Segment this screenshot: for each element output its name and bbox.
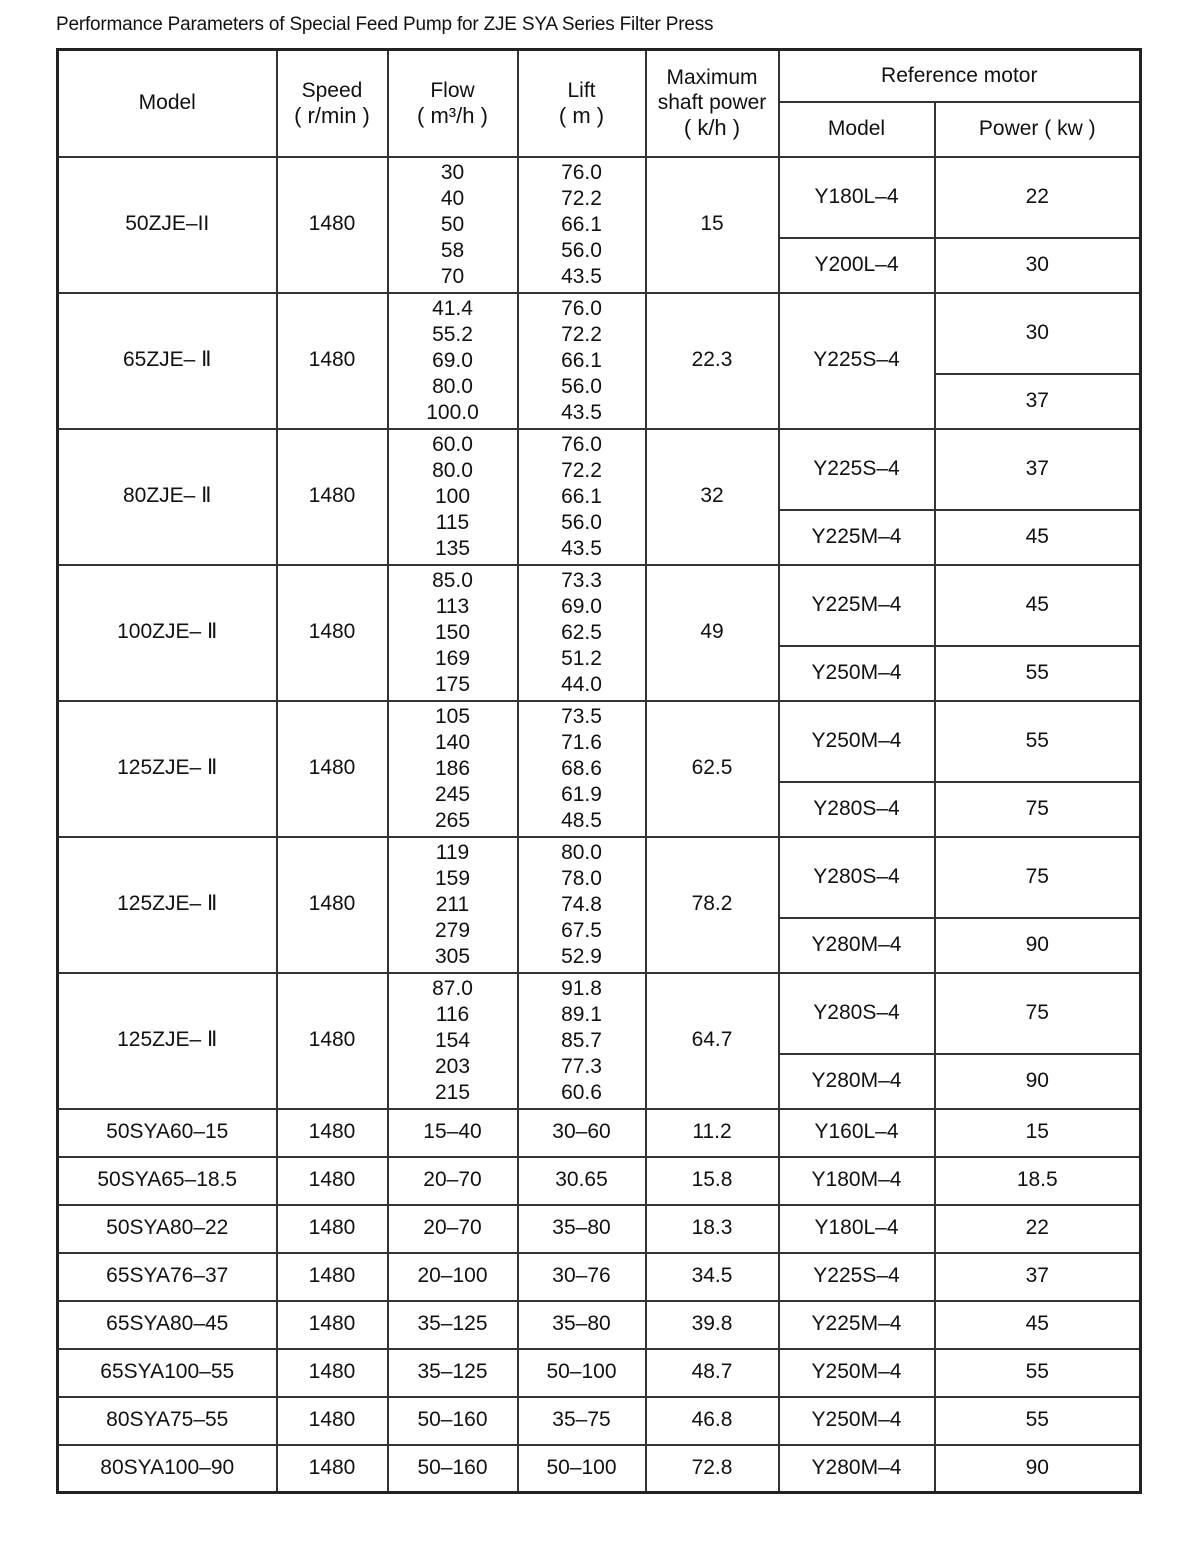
flow-value: 20–70	[388, 1157, 518, 1205]
flow-value: 58	[440, 238, 465, 262]
motor-model: Y200L–4	[779, 238, 935, 293]
lift-value: 74.8	[561, 892, 602, 916]
speed-value: 1480	[277, 565, 388, 701]
flow-value: 115	[435, 510, 470, 534]
flow-value: 70	[440, 264, 465, 288]
table-row	[58, 973, 1141, 1054]
flow-value: 105	[434, 704, 471, 728]
lift-value: 73.3	[561, 568, 602, 592]
pump-model: 65SYA76–37	[58, 1253, 277, 1301]
lift-values	[518, 837, 646, 973]
table-row	[58, 1349, 1141, 1397]
pump-model: 50SYA65–18.5	[58, 1157, 277, 1205]
max-shaft-power-value: 18.3	[646, 1205, 779, 1253]
speed-value: 1480	[277, 1157, 388, 1205]
speed-value: 1480	[277, 837, 388, 973]
max-shaft-power-value: 78.2	[646, 837, 779, 973]
header-lift-unit: ( m )	[558, 102, 605, 128]
header-lift	[518, 50, 646, 157]
motor-power: 30	[935, 293, 1141, 374]
motor-power: 90	[935, 1054, 1141, 1109]
lift-value: 77.3	[561, 1054, 602, 1078]
flow-value: 186	[434, 756, 471, 780]
flow-values	[388, 565, 518, 701]
lift-value: 30–60	[518, 1109, 646, 1157]
table-body	[58, 157, 1141, 1493]
motor-power: 45	[935, 510, 1141, 565]
document-title: Performance Parameters of Special Feed Pump for ZJE SYA Series Filter Press	[56, 14, 714, 35]
pump-model: 100ZJE– Ⅱ	[58, 565, 277, 701]
flow-value: 85.0	[432, 568, 473, 592]
flow-value: 50–160	[388, 1397, 518, 1445]
flow-value: 35–125	[388, 1301, 518, 1349]
max-shaft-power-value: 49	[646, 565, 779, 701]
flow-value: 50	[440, 212, 465, 236]
flow-values	[388, 701, 518, 837]
lift-value: 89.1	[561, 1002, 602, 1026]
motor-model: Y250M–4	[779, 646, 935, 701]
pump-model: 65ZJE– Ⅱ	[58, 293, 277, 429]
header-reference-motor: Reference motor	[779, 50, 1141, 102]
lift-value: 68.6	[561, 756, 602, 780]
table-row	[58, 837, 1141, 918]
pump-model: 80SYA75–55	[58, 1397, 277, 1445]
lift-value: 60.6	[561, 1080, 602, 1104]
flow-value: 100	[434, 484, 471, 508]
table-row	[58, 157, 1141, 238]
motor-model: Y280S–4	[779, 973, 935, 1054]
motor-power: 37	[935, 429, 1141, 510]
lift-value: 76.0	[561, 160, 602, 184]
table-row	[58, 1109, 1141, 1157]
flow-value: 169	[434, 646, 471, 670]
flow-value: 87.0	[432, 976, 473, 1000]
motor-model: Y225M–4	[779, 510, 935, 565]
motor-power: 22	[935, 157, 1141, 238]
max-shaft-power-value: 34.5	[646, 1253, 779, 1301]
lift-value: 44.0	[561, 672, 602, 696]
motor-power: 90	[935, 918, 1141, 973]
lift-value: 61.9	[561, 782, 602, 806]
flow-value: 279	[434, 918, 471, 942]
flow-value: 203	[434, 1054, 471, 1078]
speed-value: 1480	[277, 1205, 388, 1253]
motor-power: 45	[935, 1301, 1141, 1349]
lift-value: 91.8	[561, 976, 602, 1000]
motor-model: Y280S–4	[779, 837, 935, 918]
motor-power: 90	[935, 1445, 1141, 1493]
speed-value: 1480	[277, 701, 388, 837]
speed-value: 1480	[277, 1253, 388, 1301]
pump-model: 80ZJE– Ⅱ	[58, 429, 277, 565]
lift-value: 35–75	[518, 1397, 646, 1445]
flow-value: 119	[435, 840, 470, 864]
lift-value: 66.1	[561, 348, 602, 372]
flow-value: 60.0	[432, 432, 473, 456]
flow-value: 150	[434, 620, 471, 644]
lift-values	[518, 565, 646, 701]
header-flow	[388, 50, 518, 157]
motor-power: 55	[935, 701, 1141, 782]
flow-values	[388, 429, 518, 565]
lift-value: 62.5	[561, 620, 602, 644]
motor-power: 75	[935, 782, 1141, 837]
lift-value: 80.0	[561, 840, 602, 864]
lift-value: 50–100	[518, 1445, 646, 1493]
pump-model: 125ZJE– Ⅱ	[58, 973, 277, 1109]
flow-value: 159	[434, 866, 471, 890]
flow-value: 80.0	[432, 374, 473, 398]
pump-model: 125ZJE– Ⅱ	[58, 837, 277, 973]
header-max-power-line2: shaft power	[657, 90, 767, 114]
pump-model: 125ZJE– Ⅱ	[58, 701, 277, 837]
header-motor-model: Model	[779, 102, 935, 157]
speed-value: 1480	[277, 1349, 388, 1397]
table-row	[58, 1157, 1141, 1205]
header-speed-unit: ( r/min )	[294, 102, 370, 128]
header-model: Model	[58, 50, 277, 157]
motor-power: 15	[935, 1109, 1141, 1157]
motor-power: 55	[935, 1349, 1141, 1397]
lift-value: 52.9	[561, 944, 602, 968]
motor-model: Y280M–4	[779, 918, 935, 973]
flow-value: 113	[435, 594, 470, 618]
speed-value: 1480	[277, 293, 388, 429]
lift-value: 56.0	[561, 374, 602, 398]
flow-value: 69.0	[432, 348, 473, 372]
lift-value: 30.65	[518, 1157, 646, 1205]
motor-power: 75	[935, 837, 1141, 918]
lift-value: 73.5	[561, 704, 602, 728]
flow-values	[388, 973, 518, 1109]
speed-value: 1480	[277, 1301, 388, 1349]
lift-values	[518, 429, 646, 565]
flow-values	[388, 157, 518, 293]
lift-value: 43.5	[561, 264, 602, 288]
motor-model: Y180M–4	[779, 1157, 935, 1205]
motor-model: Y180L–4	[779, 157, 935, 238]
motor-power: 37	[935, 374, 1141, 429]
max-shaft-power-value: 64.7	[646, 973, 779, 1109]
flow-value: 100.0	[426, 400, 479, 424]
motor-model: Y180L–4	[779, 1205, 935, 1253]
lift-value: 51.2	[561, 646, 602, 670]
motor-model: Y225S–4	[779, 429, 935, 510]
lift-value: 50–100	[518, 1349, 646, 1397]
motor-power: 55	[935, 1397, 1141, 1445]
max-shaft-power-value: 72.8	[646, 1445, 779, 1493]
header-max-shaft-power	[646, 50, 779, 157]
lift-values	[518, 293, 646, 429]
header-flow-label: Flow	[430, 78, 475, 102]
table-row	[58, 701, 1141, 782]
speed-value: 1480	[277, 1445, 388, 1493]
motor-model: Y280S–4	[779, 782, 935, 837]
max-shaft-power-value: 22.3	[646, 293, 779, 429]
pump-model: 50SYA80–22	[58, 1205, 277, 1253]
flow-value: 35–125	[388, 1349, 518, 1397]
max-shaft-power-value: 11.2	[646, 1109, 779, 1157]
table-row	[58, 565, 1141, 646]
flow-value: 50–160	[388, 1445, 518, 1493]
max-shaft-power-value: 46.8	[646, 1397, 779, 1445]
max-shaft-power-value: 15	[646, 157, 779, 293]
lift-value: 76.0	[561, 432, 602, 456]
flow-value: 30	[440, 160, 465, 184]
lift-value: 72.2	[561, 458, 602, 482]
header-speed-label: Speed	[301, 78, 363, 102]
flow-value: 265	[434, 808, 471, 832]
flow-value: 15–40	[388, 1109, 518, 1157]
motor-model: Y225S–4	[779, 293, 935, 429]
motor-power: 30	[935, 238, 1141, 293]
motor-model: Y280M–4	[779, 1054, 935, 1109]
pump-model: 50ZJE–II	[58, 157, 277, 293]
flow-value: 154	[434, 1028, 471, 1052]
pump-model: 50SYA60–15	[58, 1109, 277, 1157]
lift-value: 67.5	[561, 918, 602, 942]
pump-model: 65SYA100–55	[58, 1349, 277, 1397]
flow-value: 215	[434, 1080, 471, 1104]
flow-value: 41.4	[432, 296, 473, 320]
lift-value: 43.5	[561, 400, 602, 424]
motor-model: Y225S–4	[779, 1253, 935, 1301]
table-header	[58, 50, 1141, 157]
flow-value: 55.2	[432, 322, 473, 346]
lift-value: 43.5	[561, 536, 602, 560]
lift-value: 35–80	[518, 1301, 646, 1349]
pump-model: 65SYA80–45	[58, 1301, 277, 1349]
table-row	[58, 1397, 1141, 1445]
max-shaft-power-value: 32	[646, 429, 779, 565]
motor-model: Y250M–4	[779, 1349, 935, 1397]
header-flow-unit: ( m³/h )	[417, 102, 488, 128]
max-shaft-power-value: 15.8	[646, 1157, 779, 1205]
table-row	[58, 1445, 1141, 1493]
speed-value: 1480	[277, 973, 388, 1109]
speed-value: 1480	[277, 429, 388, 565]
lift-value: 56.0	[561, 238, 602, 262]
lift-value: 66.1	[561, 212, 602, 236]
flow-value: 135	[434, 536, 471, 560]
table-row	[58, 1205, 1141, 1253]
motor-model: Y225M–4	[779, 565, 935, 646]
speed-value: 1480	[277, 1109, 388, 1157]
header-lift-label: Lift	[567, 78, 596, 102]
motor-model: Y250M–4	[779, 1397, 935, 1445]
lift-value: 78.0	[561, 866, 602, 890]
flow-value: 211	[435, 892, 470, 916]
motor-power: 55	[935, 646, 1141, 701]
lift-value: 30–76	[518, 1253, 646, 1301]
speed-value: 1480	[277, 157, 388, 293]
lift-values	[518, 973, 646, 1109]
lift-value: 56.0	[561, 510, 602, 534]
max-shaft-power-value: 62.5	[646, 701, 779, 837]
table-row	[58, 293, 1141, 374]
lift-values	[518, 157, 646, 293]
header-max-power-line1: Maximum	[666, 66, 758, 90]
flow-value: 175	[434, 672, 471, 696]
flow-value: 40	[440, 186, 465, 210]
header-motor-power: Power ( kw )	[935, 102, 1141, 157]
header-max-power-unit: ( k/h )	[683, 114, 741, 140]
table-row	[58, 429, 1141, 510]
header-speed	[277, 50, 388, 157]
lift-value: 85.7	[561, 1028, 602, 1052]
flow-value: 80.0	[432, 458, 473, 482]
lift-value: 66.1	[561, 484, 602, 508]
flow-value: 305	[434, 944, 471, 968]
motor-model: Y160L–4	[779, 1109, 935, 1157]
flow-values	[388, 293, 518, 429]
pump-model: 80SYA100–90	[58, 1445, 277, 1493]
motor-power: 45	[935, 565, 1141, 646]
table-row	[58, 1301, 1141, 1349]
motor-model: Y280M–4	[779, 1445, 935, 1493]
lift-value: 71.6	[561, 730, 602, 754]
flow-value: 140	[434, 730, 471, 754]
lift-values	[518, 701, 646, 837]
motor-power: 22	[935, 1205, 1141, 1253]
lift-value: 48.5	[561, 808, 602, 832]
performance-table	[56, 48, 1142, 1494]
max-shaft-power-value: 48.7	[646, 1349, 779, 1397]
max-shaft-power-value: 39.8	[646, 1301, 779, 1349]
motor-power: 37	[935, 1253, 1141, 1301]
lift-value: 72.2	[561, 186, 602, 210]
lift-value: 72.2	[561, 322, 602, 346]
flow-values	[388, 837, 518, 973]
flow-value: 245	[434, 782, 471, 806]
lift-value: 69.0	[561, 594, 602, 618]
flow-value: 116	[435, 1002, 470, 1026]
table-row	[58, 1253, 1141, 1301]
flow-value: 20–100	[388, 1253, 518, 1301]
flow-value: 20–70	[388, 1205, 518, 1253]
speed-value: 1480	[277, 1397, 388, 1445]
lift-value: 76.0	[561, 296, 602, 320]
motor-power: 18.5	[935, 1157, 1141, 1205]
motor-model: Y225M–4	[779, 1301, 935, 1349]
motor-model: Y250M–4	[779, 701, 935, 782]
motor-power: 75	[935, 973, 1141, 1054]
lift-value: 35–80	[518, 1205, 646, 1253]
